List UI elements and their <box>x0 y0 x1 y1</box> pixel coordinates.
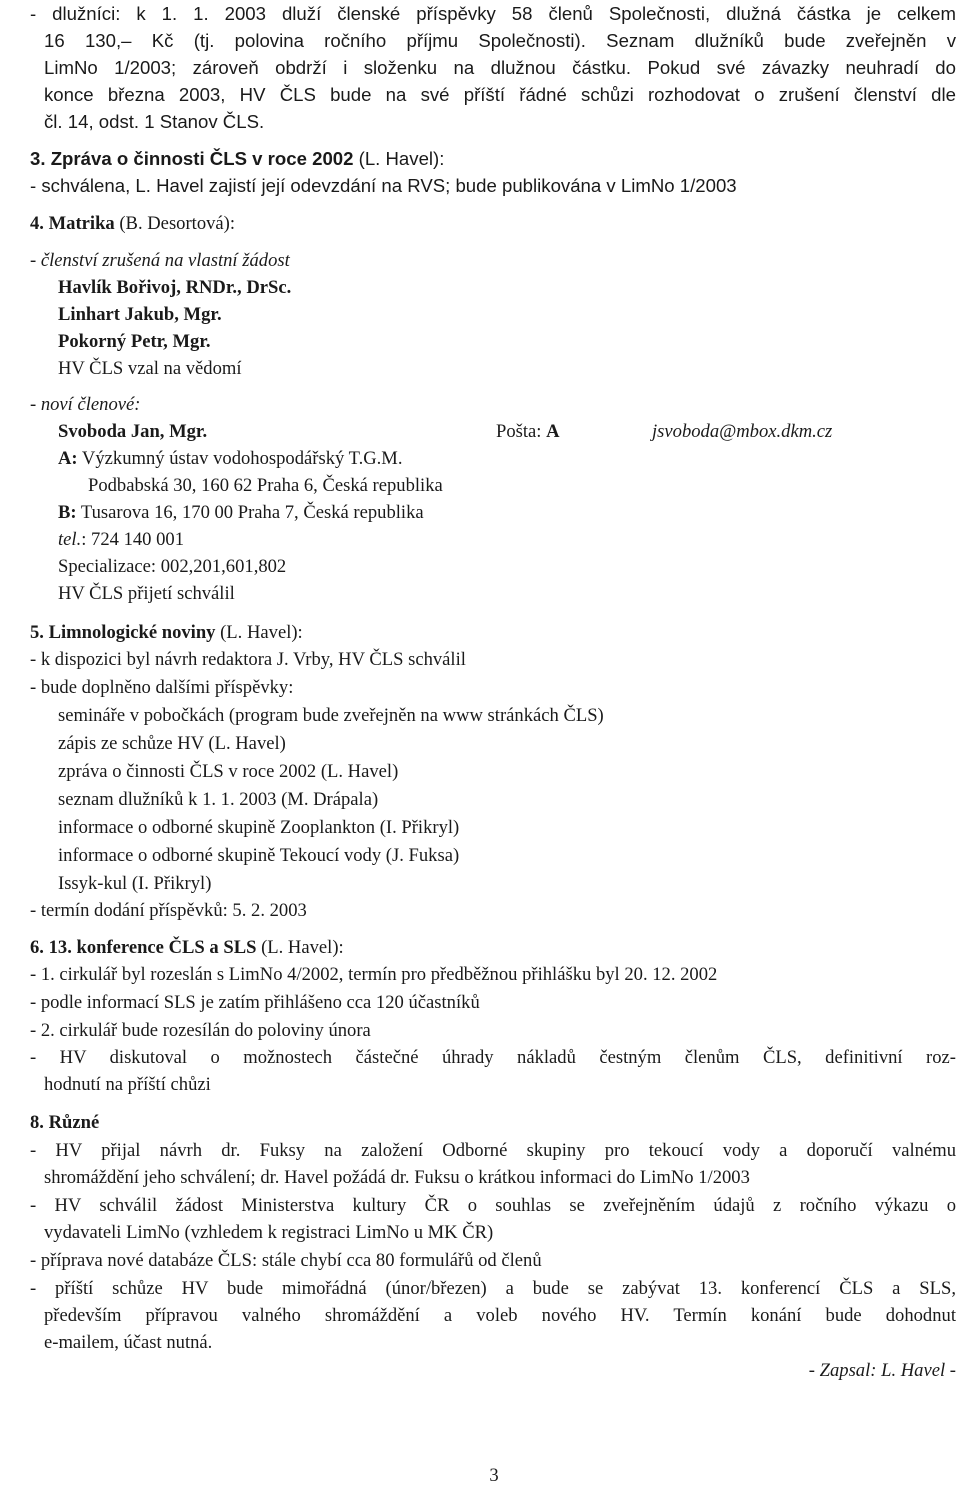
section-line: - bude doplněno dalšími příspěvky: <box>30 677 294 698</box>
list-item: seznam dlužníků k 1. 1. 2003 (M. Drápala) <box>58 789 379 810</box>
section-heading <box>30 1112 99 1134</box>
section-line: - HV přijal návrh dr. Fuksy na založení Odborné skupiny pro tekoucí vody a doporučí valnému <box>30 1140 956 1161</box>
section-author: (L. Havel): <box>215 622 303 643</box>
section-title: Různé <box>48 1112 100 1133</box>
cancelled-member: Havlík Bořivoj, RNDr., DrSc. <box>58 277 292 298</box>
intro-line: čl. 14, odst. 1 Stanov ČLS. <box>44 111 265 132</box>
section-line: hodnutí na příští chůzi <box>44 1074 211 1095</box>
section-heading <box>30 622 303 644</box>
section-line: především přípravou valného shromáždění a voleb nového HV. Termín konání bude dohodnut <box>44 1305 956 1326</box>
section-number: 3. <box>30 148 46 169</box>
section-title: Zpráva o činnosti ČLS v roce 2002 <box>50 148 354 169</box>
list-item: informace o odborné skupině Tekoucí vody (J. Fuksa) <box>58 845 460 866</box>
acknowledgement: HV ČLS vzal na vědomí <box>58 358 242 379</box>
intro-line: 16 130,– Kč (tj. polovina ročního příjmu Společnosti). Seznam dlužníků bude zveřejněn v <box>44 30 956 51</box>
cancelled-member: Linhart Jakub, Mgr. <box>58 304 222 325</box>
list-item: zpráva o činnosti ČLS v roce 2002 (L. Havel) <box>58 761 399 782</box>
address-b <box>58 502 424 524</box>
section-author: (B. Desortová): <box>114 213 236 234</box>
mail-value: A <box>546 421 560 442</box>
intro-line: LimNo 1/2003; zároveň obdrží i složenku na dlužnou částku. Pokud své závazky neuhradí do <box>44 57 956 78</box>
cancelled-member: Pokorný Petr, Mgr. <box>58 331 211 352</box>
page-number: 3 <box>489 1465 499 1486</box>
address-a-text: Výzkumný ústav vodohospodářský T.G.M. <box>77 448 403 469</box>
tel-number: : 724 140 001 <box>81 529 185 550</box>
section-line: - 2. cirkulář bude rozesílán do poloviny února <box>30 1020 371 1041</box>
section-number: 8. <box>30 1112 44 1133</box>
intro-line: - dlužníci: k 1. 1. 2003 dluží členské příspěvky 58 členů Společnosti, dlužná částka je celkem <box>30 3 956 24</box>
section-line: - příprava nové databáze ČLS: stále chybí cca 80 formulářů od členů <box>30 1250 542 1271</box>
list-item: informace o odborné skupině Zooplankton (I. Přikryl) <box>58 817 460 838</box>
section-author: (L. Havel): <box>256 937 344 958</box>
member-name: Svoboda Jan, Mgr. <box>58 421 208 442</box>
section-heading <box>30 937 344 959</box>
section-heading <box>30 148 444 170</box>
address-b-label: B: <box>58 502 77 523</box>
address-a-label: A: <box>58 448 78 469</box>
section-line: - termín dodání příspěvků: 5. 2. 2003 <box>30 900 307 921</box>
list-item: zápis ze schůze HV (L. Havel) <box>58 733 286 754</box>
tel-label: tel. <box>58 529 82 550</box>
address-a <box>58 448 403 470</box>
section-title: Matrika <box>48 213 115 234</box>
section-title: konference ČLS a SLS <box>76 937 257 958</box>
cancelled-label: - členství zrušená na vlastní žádost <box>30 250 290 271</box>
section-line: - HV diskutoval o možnostech částečné úhrady nákladů čestným členům ČLS, definitivní roz- <box>30 1047 956 1068</box>
section-line: - 1. cirkulář byl rozeslán s LimNo 4/2002, termín pro předběžnou přihlášku byl 20. 12. 2002 <box>30 964 718 985</box>
section-number: 4. <box>30 213 44 234</box>
section-line: - schválena, L. Havel zajistí její odevzdání na RVS; bude publikována v LimNo 1/2003 <box>30 175 737 196</box>
telephone <box>58 529 184 551</box>
section-line: - HV schválil žádost Ministerstva kultury ČR o souhlas se zveřejněním údajů z ročního výkazu o <box>30 1195 956 1216</box>
section-number: 6. 13. <box>30 937 72 958</box>
section-line: e-mailem, účast nutná. <box>44 1332 213 1353</box>
section-number: 5. <box>30 622 44 643</box>
section-line: - příští schůze HV bude mimořádná (únor/březen) a bude se zabývat 13. konferencí ČLS a SLS, <box>30 1278 956 1299</box>
member-email: jsvoboda@mbox.dkm.cz <box>652 421 833 442</box>
section-author: (L. Havel): <box>353 148 445 169</box>
new-members-label: - noví členové: <box>30 394 141 415</box>
mail-label: Pošta: <box>496 421 547 442</box>
section-title: Limnologické noviny <box>48 622 216 643</box>
section-line: - podle informací SLS je zatím přihlášeno cca 120 účastníků <box>30 992 480 1013</box>
address-a-street: Podbabská 30, 160 62 Praha 6, Česká republika <box>88 475 443 496</box>
specialization: Specializace: 002,201,601,802 <box>58 556 287 577</box>
address-b-text: Tusarova 16, 170 00 Praha 7, Česká republika <box>76 502 424 523</box>
section-line: shromáždění jeho schválení; dr. Havel požádá dr. Fuksu o krátkou informaci do LimNo 1/2003 <box>44 1167 750 1188</box>
intro-line: konce března 2003, HV ČLS bude na své příští řádné schůzi rozhodovat o zrušení členství dle <box>44 84 956 105</box>
list-item: semináře v pobočkách (program bude zveřejněn na www stránkách ČLS) <box>58 705 604 726</box>
section-line: vydavateli LimNo (vzhledem k registraci LimNo u MK ČR) <box>44 1222 494 1243</box>
mail-preference <box>496 421 560 443</box>
admission-approved: HV ČLS přijetí schválil <box>58 583 235 604</box>
section-heading <box>30 213 235 235</box>
signature: - Zapsal: L. Havel - <box>808 1360 956 1381</box>
section-line: - k dispozici byl návrh redaktora J. Vrby, HV ČLS schválil <box>30 649 466 670</box>
list-item: Issyk-kul (I. Přikryl) <box>58 873 212 894</box>
